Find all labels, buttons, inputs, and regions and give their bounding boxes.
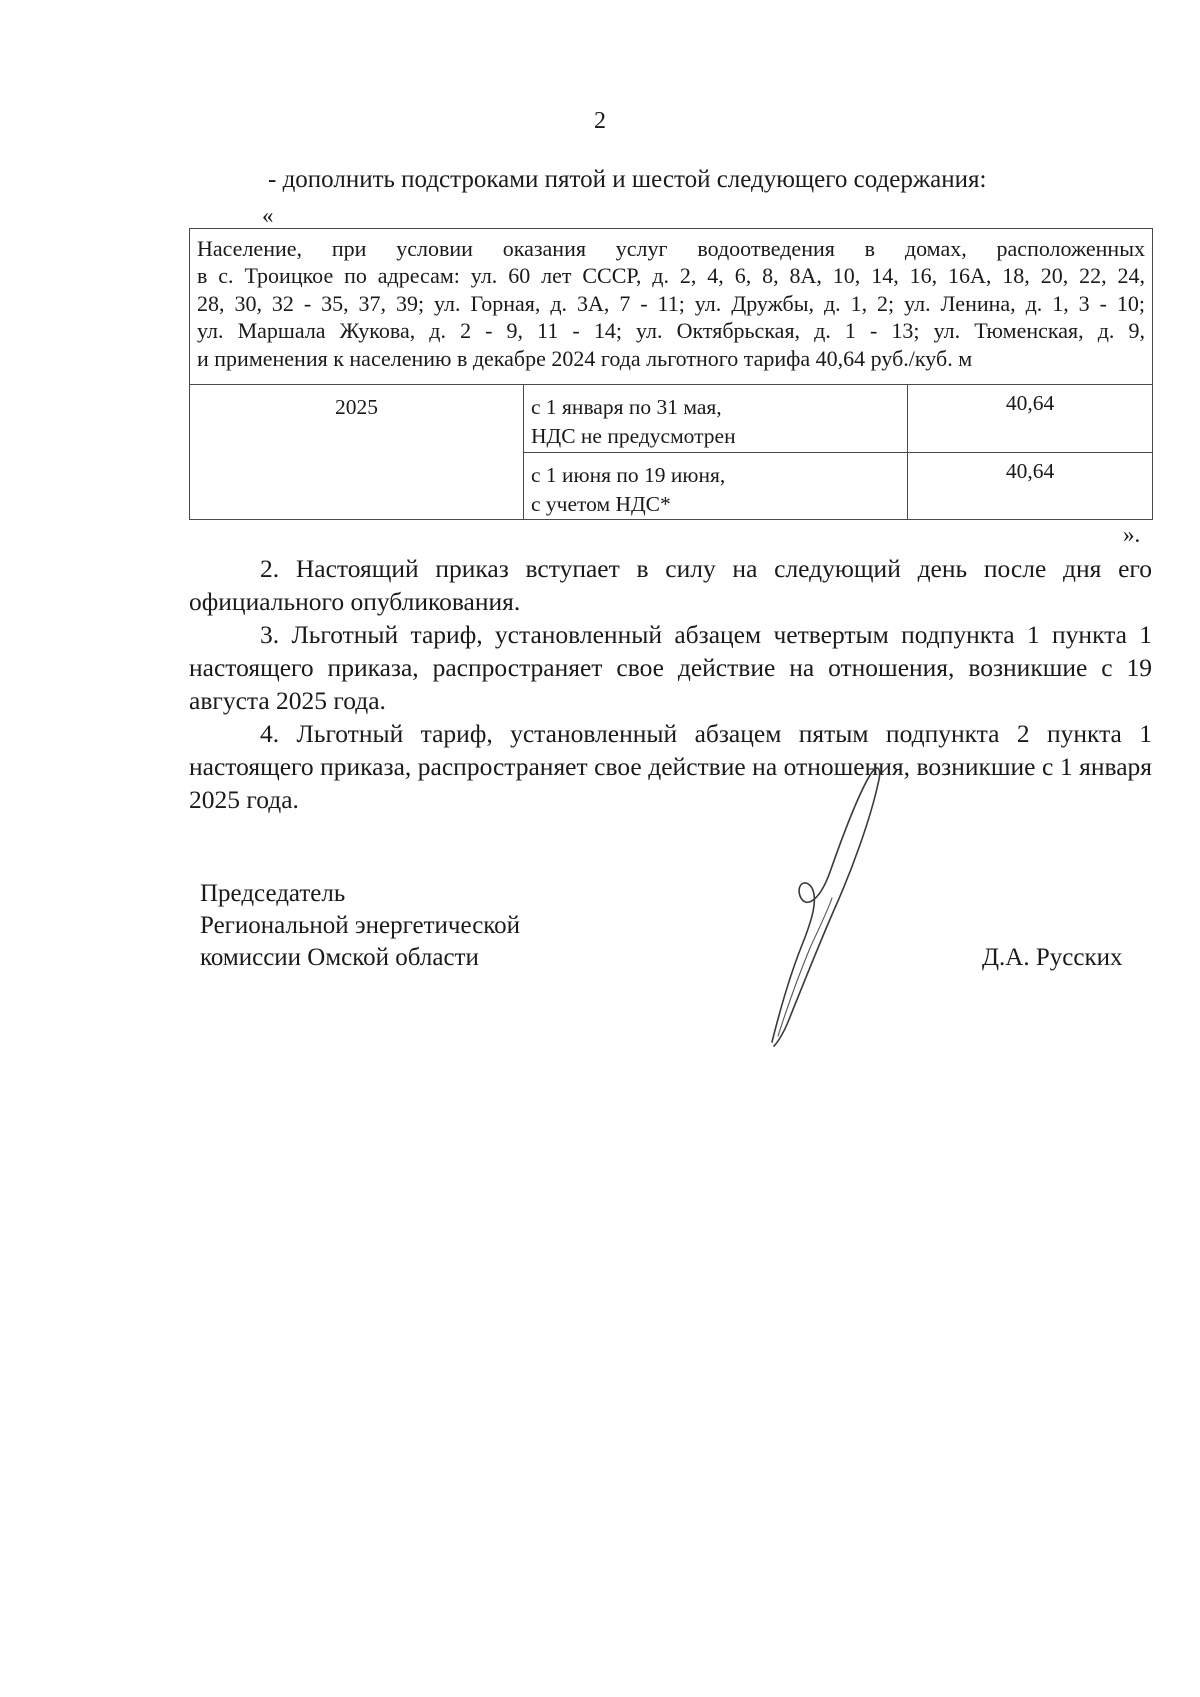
header-line: ул. Маршала Жукова, д. 2 - 9, 11 - 14; ул. Октябрьская, д. 1 - 13; ул. Тюменская, д. 9,	[197, 318, 1145, 344]
value-cell: 40,64	[908, 452, 1153, 520]
paragraph-2: 2. Настоящий приказ вступает в силу на следующий день после дня его официального опубликования.	[189, 554, 1152, 616]
table-header-row	[190, 229, 1153, 385]
period-line: НДС не предусмотрен	[531, 424, 736, 448]
handwritten-signature	[760, 760, 910, 1050]
signer-name: Д.А. Русских	[982, 944, 1123, 971]
tariff-table	[189, 228, 1153, 520]
signatory-line: Председатель	[200, 880, 346, 907]
header-line: Население, при условии оказания услуг водоотведения в домах, расположенных	[197, 236, 1145, 261]
table-row	[190, 385, 1153, 453]
page-number: 2	[594, 108, 606, 134]
period-cell	[524, 385, 908, 453]
paragraph-3: 3. Льготный тариф, установленный абзацем четвертым подпункта 1 пункта 1 настоящего приказа, распространяет свое действие на отношения, возникшие с 19 августа 2025 года.	[189, 620, 1152, 715]
period-line: с учетом НДС*	[531, 491, 671, 516]
intro-text: - дополнить подстроками пятой и шестой следующего содержания:	[268, 166, 987, 193]
signatory-line: Региональной энергетической	[200, 912, 521, 939]
paragraph-4: 4. Льготный тариф, установленный абзацем пятым подпункта 2 пункта 1 настоящего приказа, распространяет свое действие на отношения, возникшие с 1 января 2025 года.	[189, 719, 1152, 814]
period-cell	[524, 452, 908, 520]
open-quote: «	[262, 203, 274, 228]
period-line: с 1 января по 31 мая,	[531, 395, 722, 419]
year-cell: 2025	[190, 385, 524, 520]
signatory-title	[200, 878, 520, 974]
header-line: и применения к населению в декабре 2024 года льготного тарифа 40,64 руб./куб. м	[197, 345, 973, 371]
close-quote: ».	[1123, 522, 1141, 547]
period-line: с 1 июня по 19 июня,	[531, 462, 726, 487]
header-line: в с. Троицкое по адресам: ул. 60 лет СССР, д. 2, 4, 6, 8, 8А, 10, 14, 16, 16А, 18, 20, 22, 24,	[197, 263, 1145, 289]
value-cell: 40,64	[908, 385, 1153, 453]
header-line: 28, 30, 32 - 35, 37, 39; ул. Горная, д. 3А, 7 - 11; ул. Дружбы, д. 1, 2; ул. Ленина, д. 1, 3 - 10;	[197, 290, 1145, 316]
signatory-line: комиссии Омской области	[200, 944, 479, 971]
table-header-cell	[190, 229, 1153, 385]
